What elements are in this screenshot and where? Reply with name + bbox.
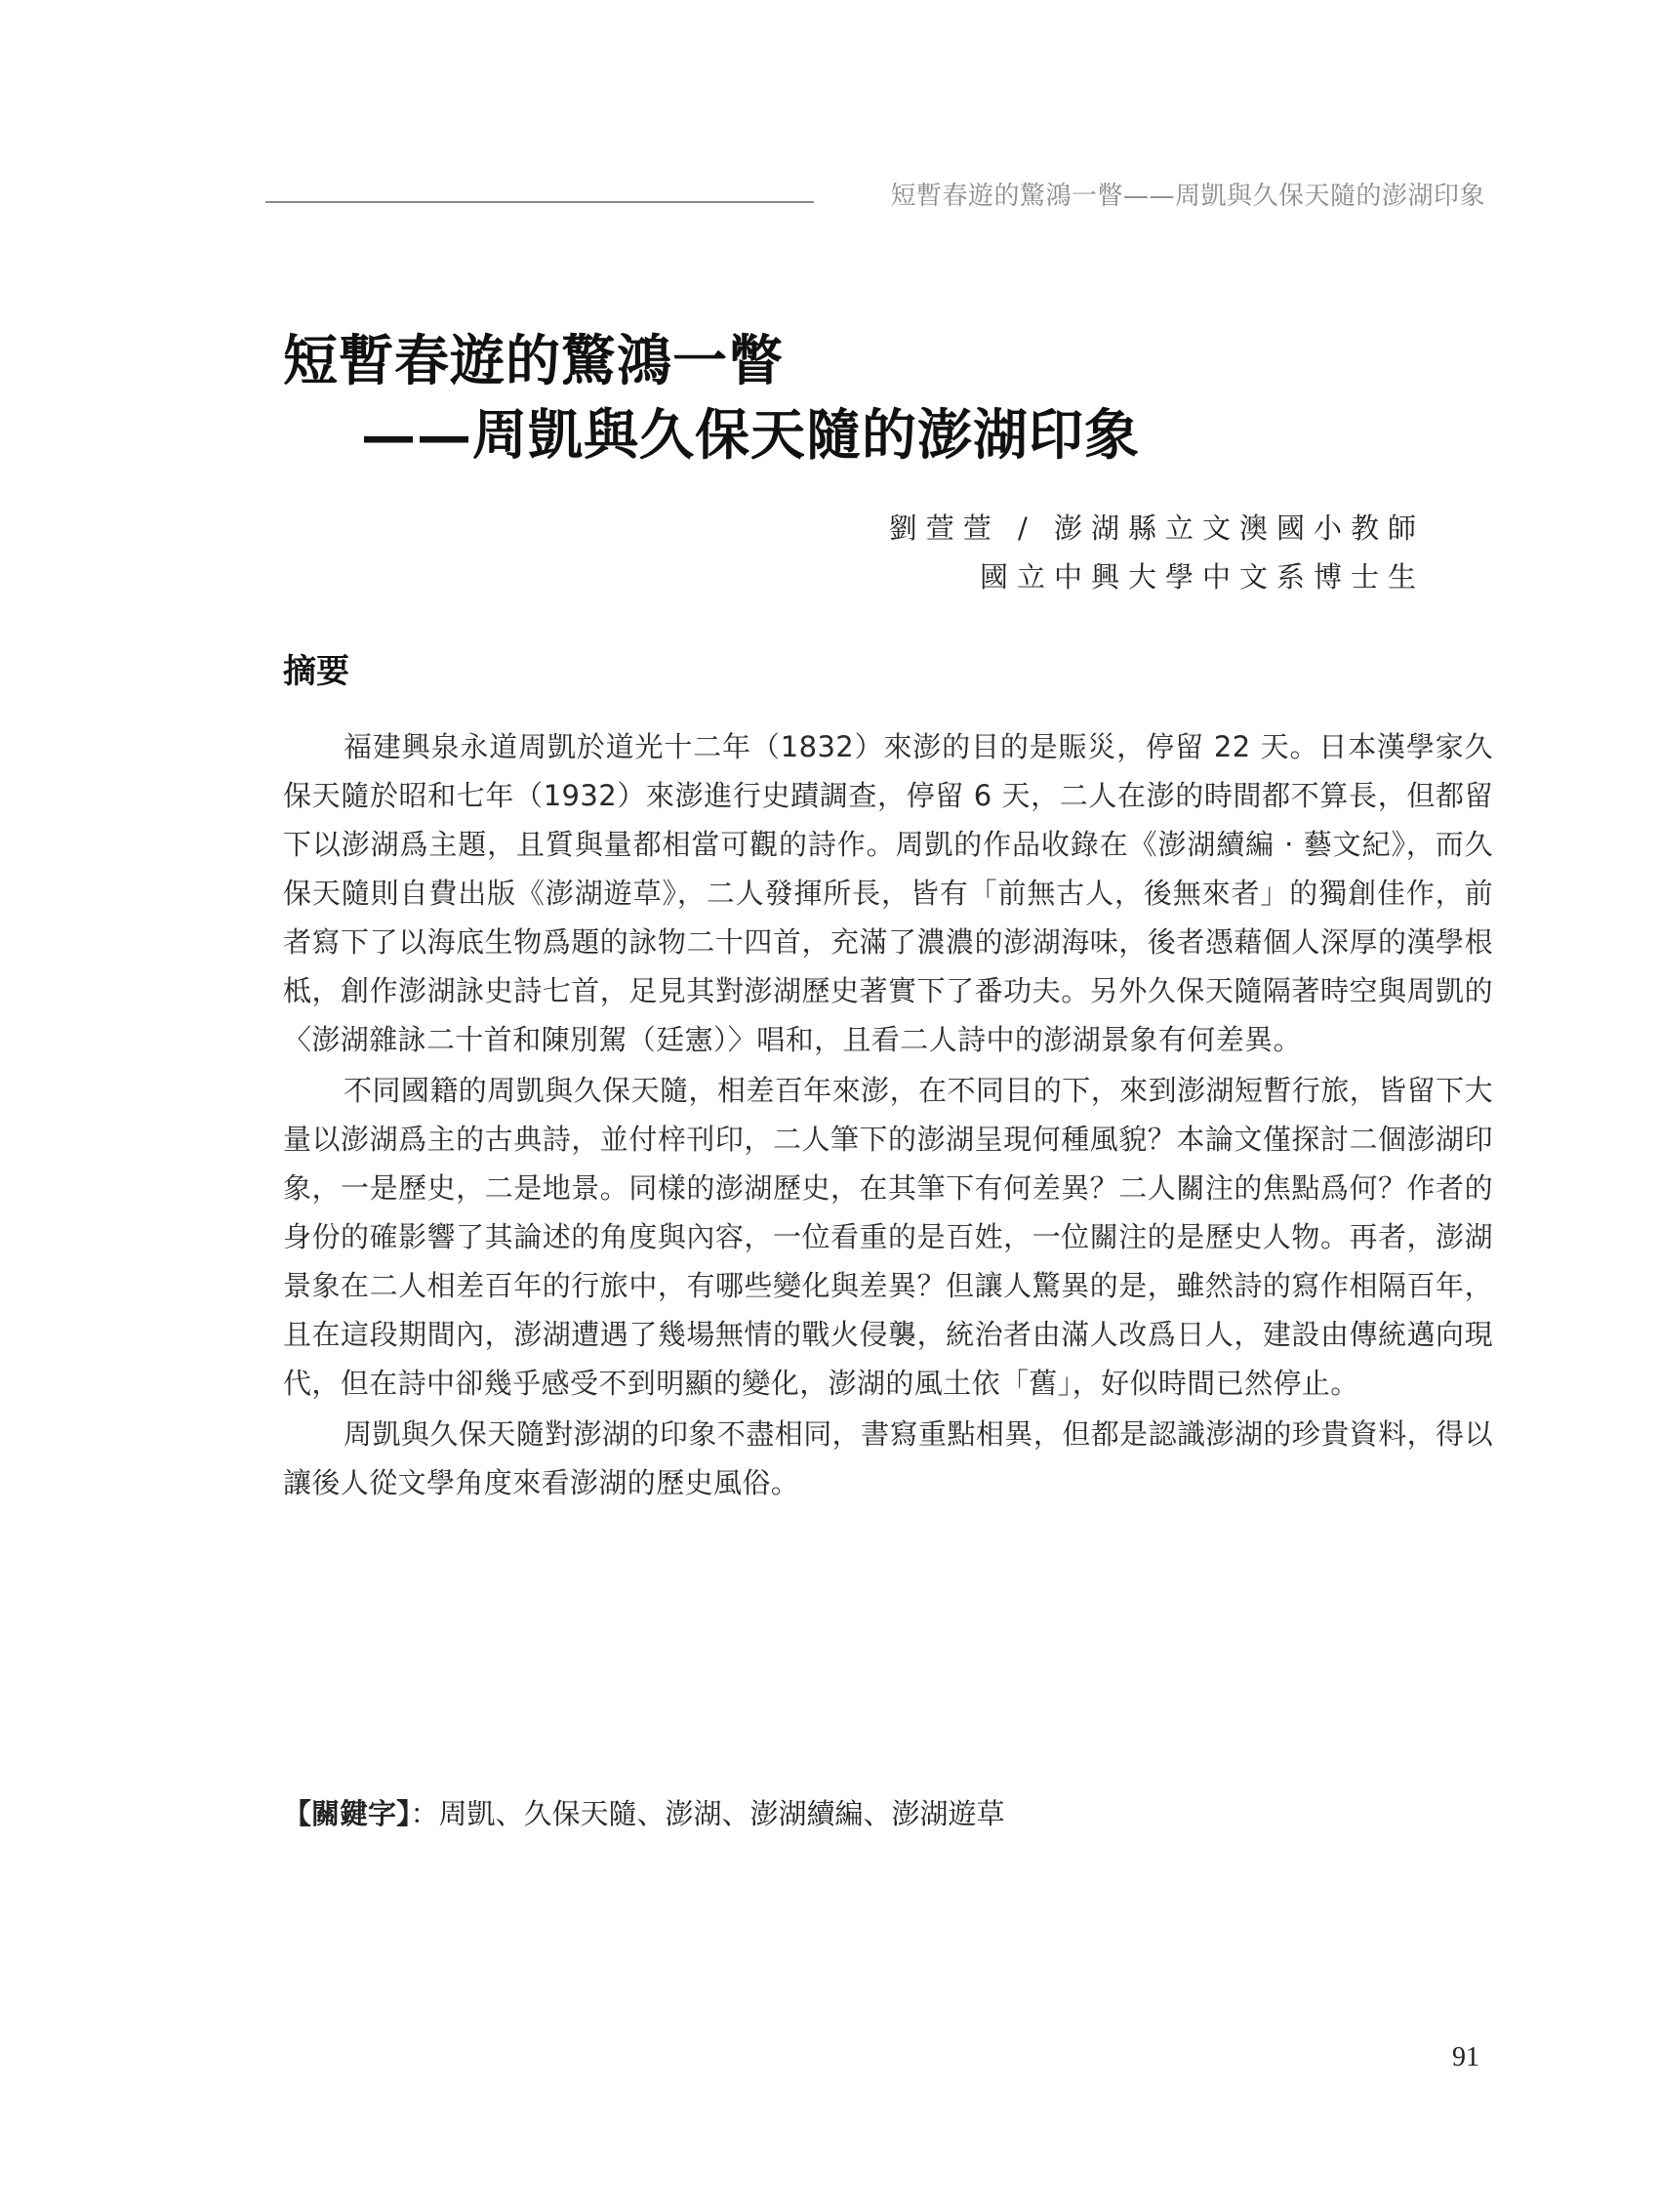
running-header-title: 短暫春遊的驚鴻一瞥——周凱與久保天隨的澎湖印象	[890, 182, 1485, 211]
article-title-main: 短暫春遊的驚鴻一瞥	[283, 329, 784, 393]
article-title	[283, 324, 1140, 472]
keywords-label: 【關鍵字】	[283, 1797, 411, 1830]
running-header	[265, 172, 1485, 211]
keywords-separator: ：	[410, 1797, 439, 1830]
abstract-paragraph: 福建興泉永道周凱於道光十二年（1832）來澎的目的是賑災，停留 22 天。日本漢學家久保天隨於昭和七年（1932）來澎進行史蹟調查，停留 6 天，二人在澎的時間都不算長，但都留下以澎湖爲主題，且質與量都相當可觀的詩作。周凱的作品收錄在《澎湖續編 · 藝文紀》，而久保天隨則自費出版《澎湖遊草》，二人發揮所長，皆有「前無古人，後無來者」的獨創佳作，前者寫下了以海底生物爲題的詠物二十四首，充滿了濃濃的澎湖海味，後者憑藉個人深厚的漢學根柢，創作澎湖詠史詩七首，足見其對澎湖歷史著實下了番功夫。另外久保天隨隔著時空與周凱的〈澎湖雜詠二十首和陳別駕（廷憲）〉唱和，且看二人詩中的澎湖景象有何差異。	[283, 730, 1493, 1056]
keywords	[283, 1792, 1005, 1832]
author-info	[889, 504, 1425, 601]
author-affiliation-secondary: 國立中興大學中文系博士生	[979, 560, 1425, 594]
author-affiliation-primary: 劉萱萱 / 澎湖縣立文澳國小教師	[888, 512, 1425, 545]
header-rule	[265, 201, 814, 203]
article-title-subtitle: ——周凱與久保天隨的澎湖印象	[361, 403, 1140, 468]
abstract-heading: 摘要	[283, 652, 349, 691]
abstract-paragraph: 周凱與久保天隨對澎湖的印象不盡相同，書寫重點相異，但都是認識澎湖的珍貴資料，得以讓後人從文學角度來看澎湖的歷史風俗。	[283, 1417, 1493, 1499]
page-number: 91	[1452, 2042, 1479, 2072]
keywords-list: 周凱、久保天隨、澎湖、澎湖續編、澎湖遊草	[438, 1797, 1005, 1830]
abstract-paragraph: 不同國籍的周凱與久保天隨，相差百年來澎，在不同目的下，來到澎湖短暫行旅，皆留下大量以澎湖爲主的古典詩，並付梓刊印，二人筆下的澎湖呈現何種風貌？本論文僅探討二個澎湖印象，一是歷史，二是地景。同樣的澎湖歷史，在其筆下有何差異？二人關注的焦點爲何？作者的身份的確影響了其論述的角度與內容，一位看重的是百姓，一位關注的是歷史人物。再者，澎湖景象在二人相差百年的行旅中，有哪些變化與差異？但讓人驚異的是，雖然詩的寫作相隔百年，且在這段期間內，澎湖遭遇了幾場無情的戰火侵襲，統治者由滿人改爲日人，建設由傳統邁向現代，但在詩中卻幾乎感受不到明顯的變化，澎湖的風土依「舊」，好似時間已然停止。	[283, 1074, 1493, 1400]
abstract-body	[283, 722, 1493, 1509]
